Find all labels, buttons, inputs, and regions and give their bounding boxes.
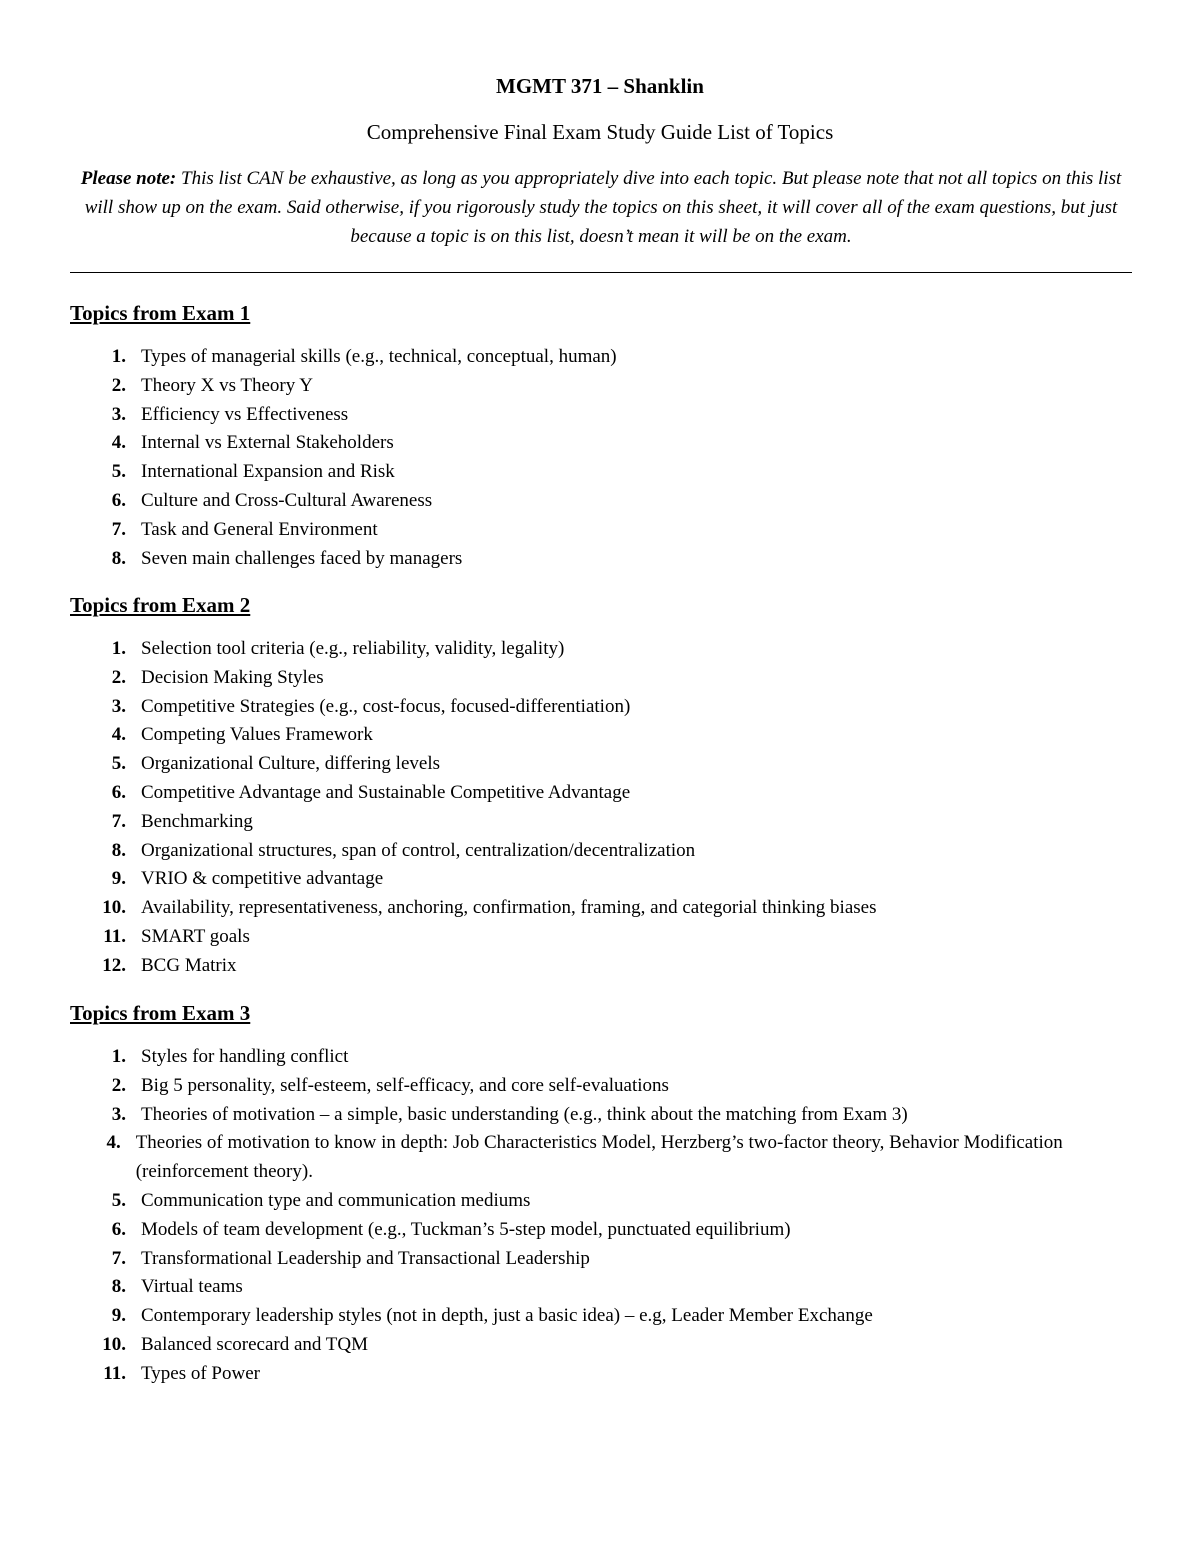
list-item [70, 923, 1140, 952]
item-number: 6. [111, 781, 126, 803]
list-item [70, 1101, 1140, 1130]
item-text: Culture and Cross-Cultural Awareness [141, 489, 433, 511]
item-text: Selection tool criteria (e.g., reliability, validity, legality) [141, 638, 565, 659]
item-number: 2. [111, 666, 126, 688]
list-item [70, 545, 1140, 574]
list-item [70, 1302, 1140, 1331]
list-item [70, 1331, 1140, 1360]
item-number: 5. [111, 1189, 126, 1211]
topic-list [70, 343, 1140, 573]
item-number: 6. [111, 1218, 126, 1240]
document-title: MGMT 371 – Shanklin [496, 74, 704, 98]
item-text: Types of managerial skills (e.g., technical, conceptual, human) [141, 346, 617, 367]
note-text: This list CAN be exhaustive, as long as you appropriately dive into each topic. But please note that not all topics on this list will show up on the exam. Said otherwise, if you rigorously study the topics on this sheet, it will cover all of the exam questions, but just because a topic is on this list, doesn’t mean it will be on the exam. [84, 168, 1122, 247]
list-item [70, 693, 1140, 722]
list-item [70, 894, 1140, 923]
item-text: Benchmarking [141, 810, 253, 832]
list-item [70, 1216, 1140, 1245]
item-text: Theory X vs Theory Y [141, 374, 314, 396]
item-text: Organizational structures, span of control, centralization/decentralization [141, 839, 696, 861]
item-number: 9. [111, 868, 126, 890]
list-item [70, 1072, 1140, 1101]
section-exam-3 [70, 999, 1140, 1389]
item-number: 5. [111, 461, 126, 483]
list-item [70, 1187, 1140, 1216]
item-number: 5. [111, 753, 126, 775]
item-text: SMART goals [141, 925, 250, 947]
section-heading: Topics from Exam 2 [70, 593, 251, 617]
item-text: Organizational Culture, differing levels [141, 753, 440, 775]
list-item [70, 487, 1140, 516]
item-text: Virtual teams [141, 1276, 243, 1298]
item-number: 6. [111, 489, 126, 511]
item-number: 4. [111, 724, 126, 746]
item-number: 8. [111, 547, 126, 569]
horizontal-divider [70, 272, 1132, 273]
item-text: Contemporary leadership styles (not in depth, just a basic idea) – e.g, Leader Member Exchange [141, 1305, 873, 1327]
list-item [70, 779, 1140, 808]
item-number: 8. [111, 839, 126, 861]
item-text: International Expansion and Risk [141, 461, 395, 483]
item-number: 3. [111, 695, 126, 717]
item-number: 7. [111, 810, 126, 832]
item-number: 1. [111, 1046, 126, 1067]
list-item [70, 865, 1140, 894]
document-subtitle: Comprehensive Final Exam Study Guide List of Topics [366, 120, 834, 144]
item-number: 1. [111, 638, 126, 659]
item-number: 7. [111, 518, 126, 540]
item-number: 2. [111, 1074, 126, 1096]
item-text: Communication type and communication mediums [141, 1189, 531, 1211]
list-item [70, 343, 1140, 372]
list-item [70, 664, 1140, 693]
item-number: 12. [102, 954, 126, 976]
section-exam-1 [70, 299, 1140, 573]
item-number: 4. [111, 432, 126, 454]
item-text: Competing Values Framework [141, 724, 373, 746]
list-item [70, 372, 1140, 401]
topic-list [70, 635, 1140, 981]
item-number: 11. [103, 1362, 126, 1384]
item-text: Task and General Environment [141, 518, 378, 540]
list-item [70, 952, 1140, 981]
item-text: Seven main challenges faced by managers [141, 547, 463, 569]
list-item [70, 1245, 1140, 1274]
item-text: Theories of motivation – a simple, basic understanding (e.g., think about the matching from Exam 3) [141, 1103, 908, 1125]
item-number: 4. [106, 1132, 121, 1154]
item-text: BCG Matrix [141, 954, 237, 976]
item-number: 1. [111, 346, 126, 367]
note-paragraph [70, 164, 1132, 251]
item-text: Internal vs External Stakeholders [141, 432, 394, 454]
item-text: Styles for handling conflict [141, 1046, 349, 1067]
item-number: 3. [111, 403, 126, 425]
section-heading: Topics from Exam 1 [70, 301, 251, 325]
list-item [70, 401, 1140, 430]
section-heading: Topics from Exam 3 [70, 1001, 251, 1025]
item-text: Theories of motivation to know in depth: Job Characteristics Model, Herzberg’s two-factor theory, Behavior Modification (reinforcement theory). [135, 1132, 1063, 1183]
list-item [70, 1043, 1140, 1072]
list-item [70, 458, 1140, 487]
list-item [70, 721, 1140, 750]
item-text: Models of team development (e.g., Tuckman’s 5-step model, punctuated equilibrium) [141, 1218, 791, 1240]
item-text: VRIO & competitive advantage [141, 868, 384, 890]
item-number: 11. [103, 925, 126, 947]
item-number: 3. [111, 1103, 126, 1125]
item-number: 8. [111, 1276, 126, 1298]
item-number: 10. [102, 897, 126, 919]
list-item [70, 1129, 1140, 1187]
list-item [70, 750, 1140, 779]
item-text: Transformational Leadership and Transactional Leadership [141, 1247, 590, 1269]
item-text: Competitive Strategies (e.g., cost-focus, focused-differentiation) [141, 695, 631, 717]
list-item [70, 635, 1140, 664]
item-number: 7. [111, 1247, 126, 1269]
item-number: 10. [102, 1333, 126, 1355]
item-text: Balanced scorecard and TQM [141, 1333, 369, 1355]
note-label: Please note: [80, 168, 177, 189]
topic-list [70, 1043, 1140, 1389]
item-text: Competitive Advantage and Sustainable Competitive Advantage [141, 781, 631, 803]
list-item [70, 1360, 1140, 1389]
item-text: Big 5 personality, self-esteem, self-efficacy, and core self-evaluations [141, 1074, 669, 1096]
item-text: Efficiency vs Effectiveness [141, 403, 349, 425]
list-item [70, 429, 1140, 458]
item-text: Decision Making Styles [141, 666, 324, 688]
item-number: 9. [111, 1305, 126, 1327]
list-item [70, 837, 1140, 866]
list-item [70, 516, 1140, 545]
item-number: 2. [111, 374, 126, 396]
item-text: Availability, representativeness, anchoring, confirmation, framing, and categorial thinking biases [141, 897, 877, 919]
section-exam-2 [70, 591, 1140, 981]
item-text: Types of Power [141, 1362, 260, 1384]
list-item [70, 1273, 1140, 1302]
list-item [70, 808, 1140, 837]
